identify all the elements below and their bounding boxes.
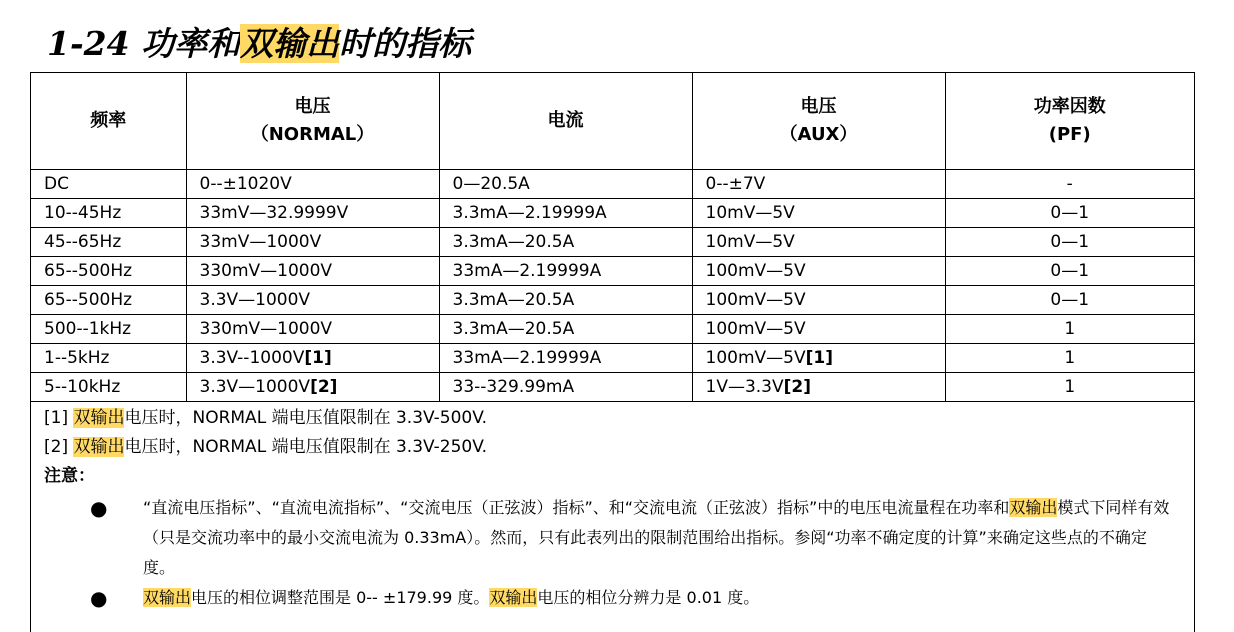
cell-voltage-normal-value: 3.3V—1000V	[199, 377, 311, 397]
cell-voltage-aux-value: 100mV—5V	[705, 319, 806, 339]
notice-text: “直流电压指标”、“直流电流指标”、“交流电压（正弦波）指标”、和“交流电流（正弦波）指标”中的电压电流量程在功率和	[143, 498, 1010, 517]
header-voltage-normal-line2: （NORMAL）	[250, 124, 375, 145]
cell-power-factor-value: 1	[1064, 348, 1076, 368]
cell-frequency-value: 65--500Hz	[44, 290, 133, 310]
cell-power-factor-value: 1	[1064, 377, 1076, 397]
table-row	[31, 170, 1194, 199]
table-row	[31, 199, 1194, 228]
table-row	[31, 315, 1194, 344]
cell-frequency-value: 5--10kHz	[44, 377, 121, 397]
title-suffix: 时的指标	[339, 24, 472, 63]
cell-voltage-normal-value: 330mV—1000V	[199, 319, 333, 339]
cell-voltage-aux-value: 10mV—5V	[705, 232, 795, 252]
footnote-reference: [2]	[310, 377, 338, 397]
cell-current-value: 33--329.99mA	[452, 377, 575, 397]
notice-highlight: 双输出	[489, 588, 538, 607]
notice-highlight: 双输出	[1009, 498, 1058, 517]
cell-voltage-aux	[692, 315, 945, 344]
cell-frequency-value: 500--1kHz	[44, 319, 132, 339]
cell-current-value: 3.3mA—2.19999A	[452, 203, 607, 223]
cell-voltage-normal	[186, 170, 439, 199]
cell-current	[439, 257, 692, 286]
cell-voltage-normal-value: 330mV—1000V	[199, 261, 333, 281]
cell-current-value: 3.3mA—20.5A	[452, 232, 575, 252]
cell-current	[439, 170, 692, 199]
cell-power-factor-value: 0—1	[1050, 203, 1090, 223]
cell-voltage-normal-value: 33mV—1000V	[199, 232, 322, 252]
cell-voltage-normal	[186, 373, 439, 402]
cell-voltage-normal-value: 33mV—32.9999V	[199, 203, 349, 223]
notice-text: 电压的相位调整范围是 0-- ±179.99 度。	[191, 588, 490, 607]
table-row	[31, 286, 1194, 315]
cell-voltage-aux	[692, 286, 945, 315]
cell-current-value: 33mA—2.19999A	[452, 348, 602, 368]
cell-voltage-aux-value: 10mV—5V	[705, 203, 795, 223]
cell-current	[439, 228, 692, 257]
cell-power-factor	[945, 199, 1194, 228]
cell-voltage-aux	[692, 199, 945, 228]
table-row	[31, 228, 1194, 257]
cell-current	[439, 315, 692, 344]
cell-voltage-aux-value: 0--±7V	[705, 174, 766, 194]
footnotes-section	[31, 402, 1194, 491]
cell-power-factor-value: 1	[1064, 319, 1076, 339]
cell-voltage-aux-value: 100mV—5V	[705, 261, 806, 281]
cell-frequency-value: 10--45Hz	[44, 203, 122, 223]
cell-power-factor	[945, 170, 1194, 199]
cell-current	[439, 344, 692, 373]
cell-current	[439, 199, 692, 228]
header-power-factor	[945, 73, 1194, 170]
footnote-marker: [2]	[44, 437, 74, 457]
spec-table	[31, 73, 1194, 402]
cell-voltage-aux	[692, 344, 945, 373]
cell-voltage-normal-value: 3.3V--1000V	[199, 348, 305, 368]
header-pf-line1: 功率因数	[1033, 96, 1106, 117]
header-voltage-normal	[186, 73, 439, 170]
title-highlight: 双输出	[240, 24, 340, 63]
cell-voltage-aux-value: 1V—3.3V	[705, 377, 784, 397]
cell-voltage-normal	[186, 286, 439, 315]
cell-voltage-normal	[186, 257, 439, 286]
cell-voltage-normal	[186, 199, 439, 228]
cell-current-value: 0—20.5A	[452, 174, 530, 194]
cell-voltage-normal	[186, 315, 439, 344]
cell-power-factor	[945, 373, 1194, 402]
header-voltage-aux-line2: （AUX）	[779, 124, 858, 145]
notice-highlight: 双输出	[143, 588, 192, 607]
notice-list	[31, 493, 1194, 613]
footnote-reference: [2]	[783, 377, 811, 397]
footnote-reference: [1]	[805, 348, 833, 368]
footnote-text: 电压时，NORMAL 端电压值限制在 3.3V-250V.	[124, 437, 488, 457]
header-pf-line2: (PF)	[1048, 124, 1091, 145]
footnote	[44, 433, 1194, 462]
cell-voltage-normal-value: 3.3V—1000V	[199, 290, 311, 310]
table-row	[31, 257, 1194, 286]
cell-voltage-aux	[692, 228, 945, 257]
cell-voltage-aux	[692, 257, 945, 286]
cell-frequency-value: 1--5kHz	[44, 348, 110, 368]
table-header-row	[31, 73, 1194, 170]
title-prefix: 1-24 功率和	[47, 24, 241, 63]
bullet-icon: ●	[90, 496, 108, 520]
cell-frequency	[31, 199, 186, 228]
cell-frequency	[31, 315, 186, 344]
cell-power-factor-value: 0—1	[1050, 290, 1090, 310]
notice-text: 模式下同样有效（只是交流功率中的最小交流电流为 0.33mA）。然而，只有此表列出的限制范围给出指标。参阅“功率不确定度的计算”来确定这些点的不确定度。	[143, 498, 1170, 577]
notice-text: 电压的相位分辨力是 0.01 度。	[537, 588, 760, 607]
cell-voltage-aux	[692, 170, 945, 199]
header-current: 电流	[439, 73, 692, 170]
footnote	[44, 404, 1194, 433]
cell-power-factor	[945, 228, 1194, 257]
cell-frequency	[31, 228, 186, 257]
notice-item	[31, 583, 1194, 613]
cell-voltage-aux-value: 100mV—5V	[705, 290, 806, 310]
notice-item	[31, 493, 1194, 583]
table-row	[31, 344, 1194, 373]
header-voltage-aux-line1: 电压	[800, 96, 837, 117]
cell-frequency	[31, 344, 186, 373]
header-frequency: 频率	[31, 73, 186, 170]
header-voltage-aux	[692, 73, 945, 170]
footnote-highlight: 双输出	[73, 408, 125, 428]
footnote-text: 电压时，NORMAL 端电压值限制在 3.3V-500V.	[124, 408, 488, 428]
cell-power-factor	[945, 257, 1194, 286]
footnote-highlight: 双输出	[73, 437, 125, 457]
table-row	[31, 373, 1194, 402]
footnote-reference: [1]	[304, 348, 332, 368]
cell-frequency-value: 45--65Hz	[44, 232, 122, 252]
cell-voltage-normal	[186, 228, 439, 257]
cell-power-factor	[945, 315, 1194, 344]
cell-frequency-value: 65--500Hz	[44, 261, 133, 281]
cell-voltage-normal-value: 0--±1020V	[199, 174, 292, 194]
cell-current-value: 3.3mA—20.5A	[452, 290, 575, 310]
cell-current	[439, 286, 692, 315]
cell-power-factor	[945, 344, 1194, 373]
table-body	[31, 170, 1194, 402]
bullet-icon: ●	[90, 586, 108, 610]
cell-power-factor-value: 0—1	[1050, 232, 1090, 252]
cell-voltage-normal	[186, 344, 439, 373]
cell-frequency	[31, 170, 186, 199]
cell-current-value: 3.3mA—20.5A	[452, 319, 575, 339]
header-voltage-normal-line1: 电压	[294, 96, 331, 117]
cell-frequency-value: DC	[44, 174, 69, 194]
cell-current	[439, 373, 692, 402]
cell-power-factor	[945, 286, 1194, 315]
cell-frequency	[31, 286, 186, 315]
cell-frequency	[31, 373, 186, 402]
cell-power-factor-value: -	[1066, 174, 1073, 194]
cell-current-value: 33mA—2.19999A	[452, 261, 602, 281]
cell-voltage-aux	[692, 373, 945, 402]
cell-frequency	[31, 257, 186, 286]
cell-power-factor-value: 0—1	[1050, 261, 1090, 281]
spec-frame	[30, 72, 1195, 632]
page-title	[47, 18, 471, 65]
notice-label: 注意：	[44, 466, 95, 486]
footnote-marker: [1]	[44, 408, 74, 428]
cell-voltage-aux-value: 100mV—5V	[705, 348, 806, 368]
